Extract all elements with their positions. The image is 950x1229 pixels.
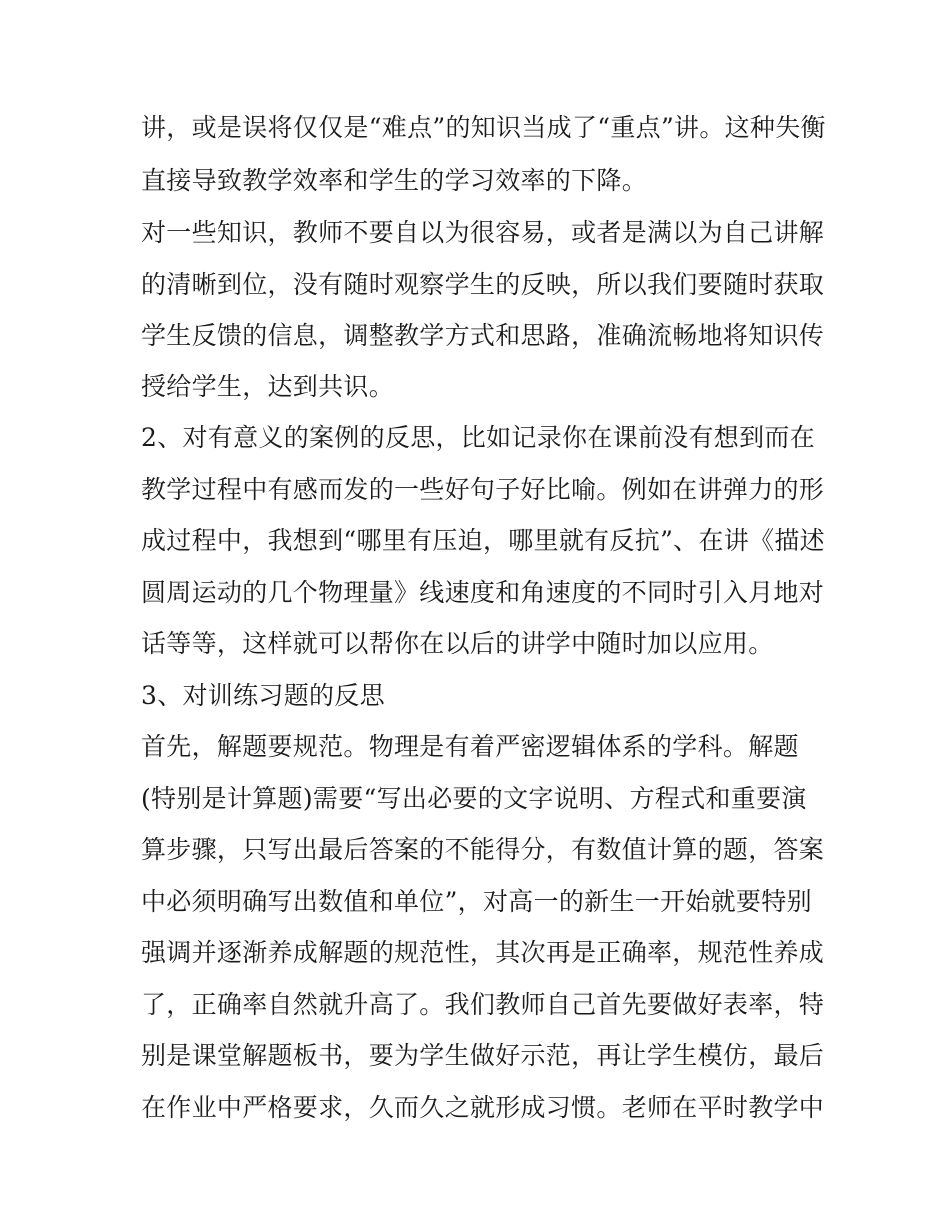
- text-line: 讲，或是误将仅仅是“难点”的知识当成了“重点”讲。这种失衡: [141, 113, 826, 142]
- text-line: 的清晰到位，没有随时观察学生的反映，所以我们要随时获取: [141, 270, 825, 299]
- text-line: 2、对有意义的案例的反思，比如记录你在课前没有想到而在: [141, 423, 816, 452]
- text-line: 教学过程中有感而发的一些好句子好比喻。例如在讲弹力的形: [141, 475, 825, 504]
- text-line: 对一些知识，教师不要自以为很容易，或者是满以为自己讲解: [141, 218, 825, 247]
- text-line: 学生反馈的信息，调整教学方式和思路，准确流畅地将知识传: [141, 321, 825, 350]
- section-heading: 3、对训练习题的反思: [141, 681, 385, 710]
- text-line: 别是课堂解题板书，要为学生做好示范，再让学生模仿，最后: [141, 1041, 825, 1070]
- text-line: 直接导致教学效率和学生的学习效率的下降。: [141, 166, 648, 195]
- text-line: 算步骤，只写出最后答案的不能得分，有数值计算的题，答案: [141, 835, 825, 864]
- text-line: 强调并逐渐养成解题的规范性，其次再是正确率，规范性养成: [141, 938, 825, 967]
- text-line: 圆周运动的几个物理量》线速度和角速度的不同时引入月地对: [141, 578, 825, 607]
- text-line: 首先，解题要规范。物理是有着严密逻辑体系的学科。解题: [141, 732, 799, 761]
- text-line: 成过程中，我想到“哪里有压迫，哪里就有反抗”、在讲《描述: [141, 526, 825, 555]
- text-line: 授给学生，达到共识。: [141, 372, 395, 401]
- text-line: 在作业中严格要求，久而久之就形成习惯。老师在平时教学中: [141, 1093, 825, 1122]
- text-line: 话等等，这样就可以帮你在以后的讲学中随时加以应用。: [141, 629, 774, 658]
- text-line: (特别是计算题)需要“写出必要的文字说明、方程式和重要演: [141, 784, 807, 813]
- text-line: 了，正确率自然就升高了。我们教师自己首先要做好表率，特: [141, 990, 825, 1019]
- text-line: 中必须明确写出数值和单位”，对高一的新生一开始就要特别: [141, 887, 812, 916]
